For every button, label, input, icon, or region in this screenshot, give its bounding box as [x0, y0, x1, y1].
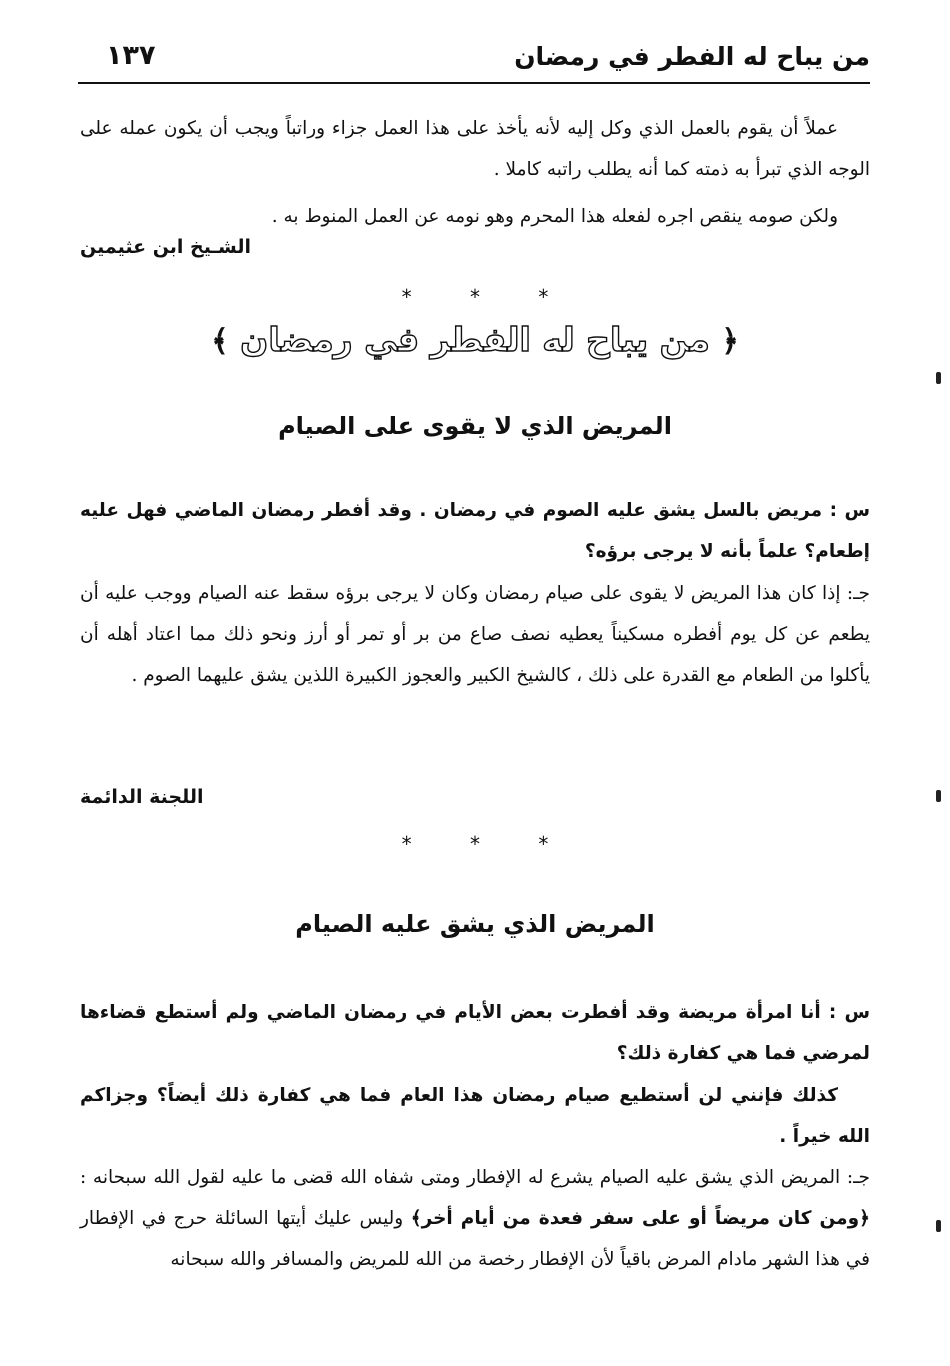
- separator-stars-2: * * *: [401, 832, 575, 856]
- page-number: ١٣٧: [106, 40, 156, 71]
- section-heading-1: المريض الذي لا يقوى على الصيام: [278, 412, 672, 440]
- chapter-banner: [0, 320, 950, 359]
- question-prefix: س :: [828, 1002, 870, 1023]
- question-2: [80, 992, 870, 1074]
- question-2-continued: كذلك فإنني لن أستطيع صيام رمضان هذا العام فما هي كفارة ذلك أيضاً؟ وجزاكم الله خيراً .: [80, 1085, 870, 1147]
- chapter-title: من يباح له الفطر في رمضان: [240, 320, 710, 359]
- running-header: [78, 40, 870, 84]
- scan-mark: [936, 1220, 941, 1232]
- question-text: مريض بالسل يشق عليه الصوم في رمضان . وقد أفطر رمضان الماضي فهل عليه إطعام؟ علماً بأنه لا يرجى برؤه؟: [80, 500, 870, 562]
- quran-quote: ﴿ومن كان مريضاً أو على سفر فعدة من أيام أخر﴾: [410, 1208, 870, 1229]
- answer-prefix: جـ:: [846, 1167, 870, 1188]
- question-text: أنا امرأة مريضة وقد أفطرت بعض الأيام في رمضان الماضي ولم أستطع قضاءها لمرضي فما هي كفارة ذلك؟: [80, 1002, 870, 1064]
- answer-text-continued: وليس عليك أيتها السائلة حرج في الإفطار في هذا الشهر مادام المرض باقياً لأن الإفطار رخصة من الله للمريض والمسافر والله سبحانه: [80, 1208, 870, 1270]
- scan-mark: [936, 372, 941, 384]
- signature-ibn-uthaymeen: الشـيخ ابن عثيمين: [80, 236, 251, 258]
- header-title: من يباح له الفطر في رمضان: [514, 42, 870, 71]
- answer-1: [80, 573, 870, 696]
- paragraph-fasting-reward: ولكن صومه ينقص اجره لفعله هذا المحرم وهو نومه عن العمل المنوط به .: [271, 206, 838, 227]
- section-heading-2: المريض الذي يشق عليه الصيام: [295, 910, 655, 938]
- answer-2: [80, 1157, 870, 1280]
- signature-permanent-committee: اللجنة الدائمة: [80, 786, 204, 808]
- ornament-close: ﴾: [211, 324, 229, 359]
- separator-stars: * * *: [401, 285, 575, 309]
- answer-text: المريض الذي يشق عليه الصيام يشرع له الإفطار ومتى شفاه الله قضى ما عليه لقول الله سبحانه :: [80, 1167, 841, 1188]
- question-prefix: س :: [829, 500, 870, 521]
- paragraph-continuation: عملاً أن يقوم بالعمل الذي وكل إليه لأنه يأخذ على هذا العمل جزاء وراتباً ويجب أن يكون عمله على الوجه الذي تبرأ به ذمته كما أنه يطلب راتبه كاملا .: [80, 118, 870, 180]
- ornament-open: ﴿: [721, 324, 739, 359]
- answer-prefix: جـ:: [846, 583, 870, 604]
- question-1: [80, 490, 870, 572]
- scan-mark: [936, 790, 941, 802]
- answer-text: إذا كان هذا المريض لا يقوى على صيام رمضان وكان لا يرجى برؤه سقط عنه الصيام ووجب عليه أن يطعم عن كل يوم أفطره مسكيناً يعطيه نصف صاع من بر أو تمر أو أرز ونحو ذلك مما اعتاد أهله أن يأكلوا من الطعام مع القدرة على ذلك ، كالشيخ الكبير والعجوز الكبيرة اللذين يشق عليهما الصوم .: [80, 583, 870, 686]
